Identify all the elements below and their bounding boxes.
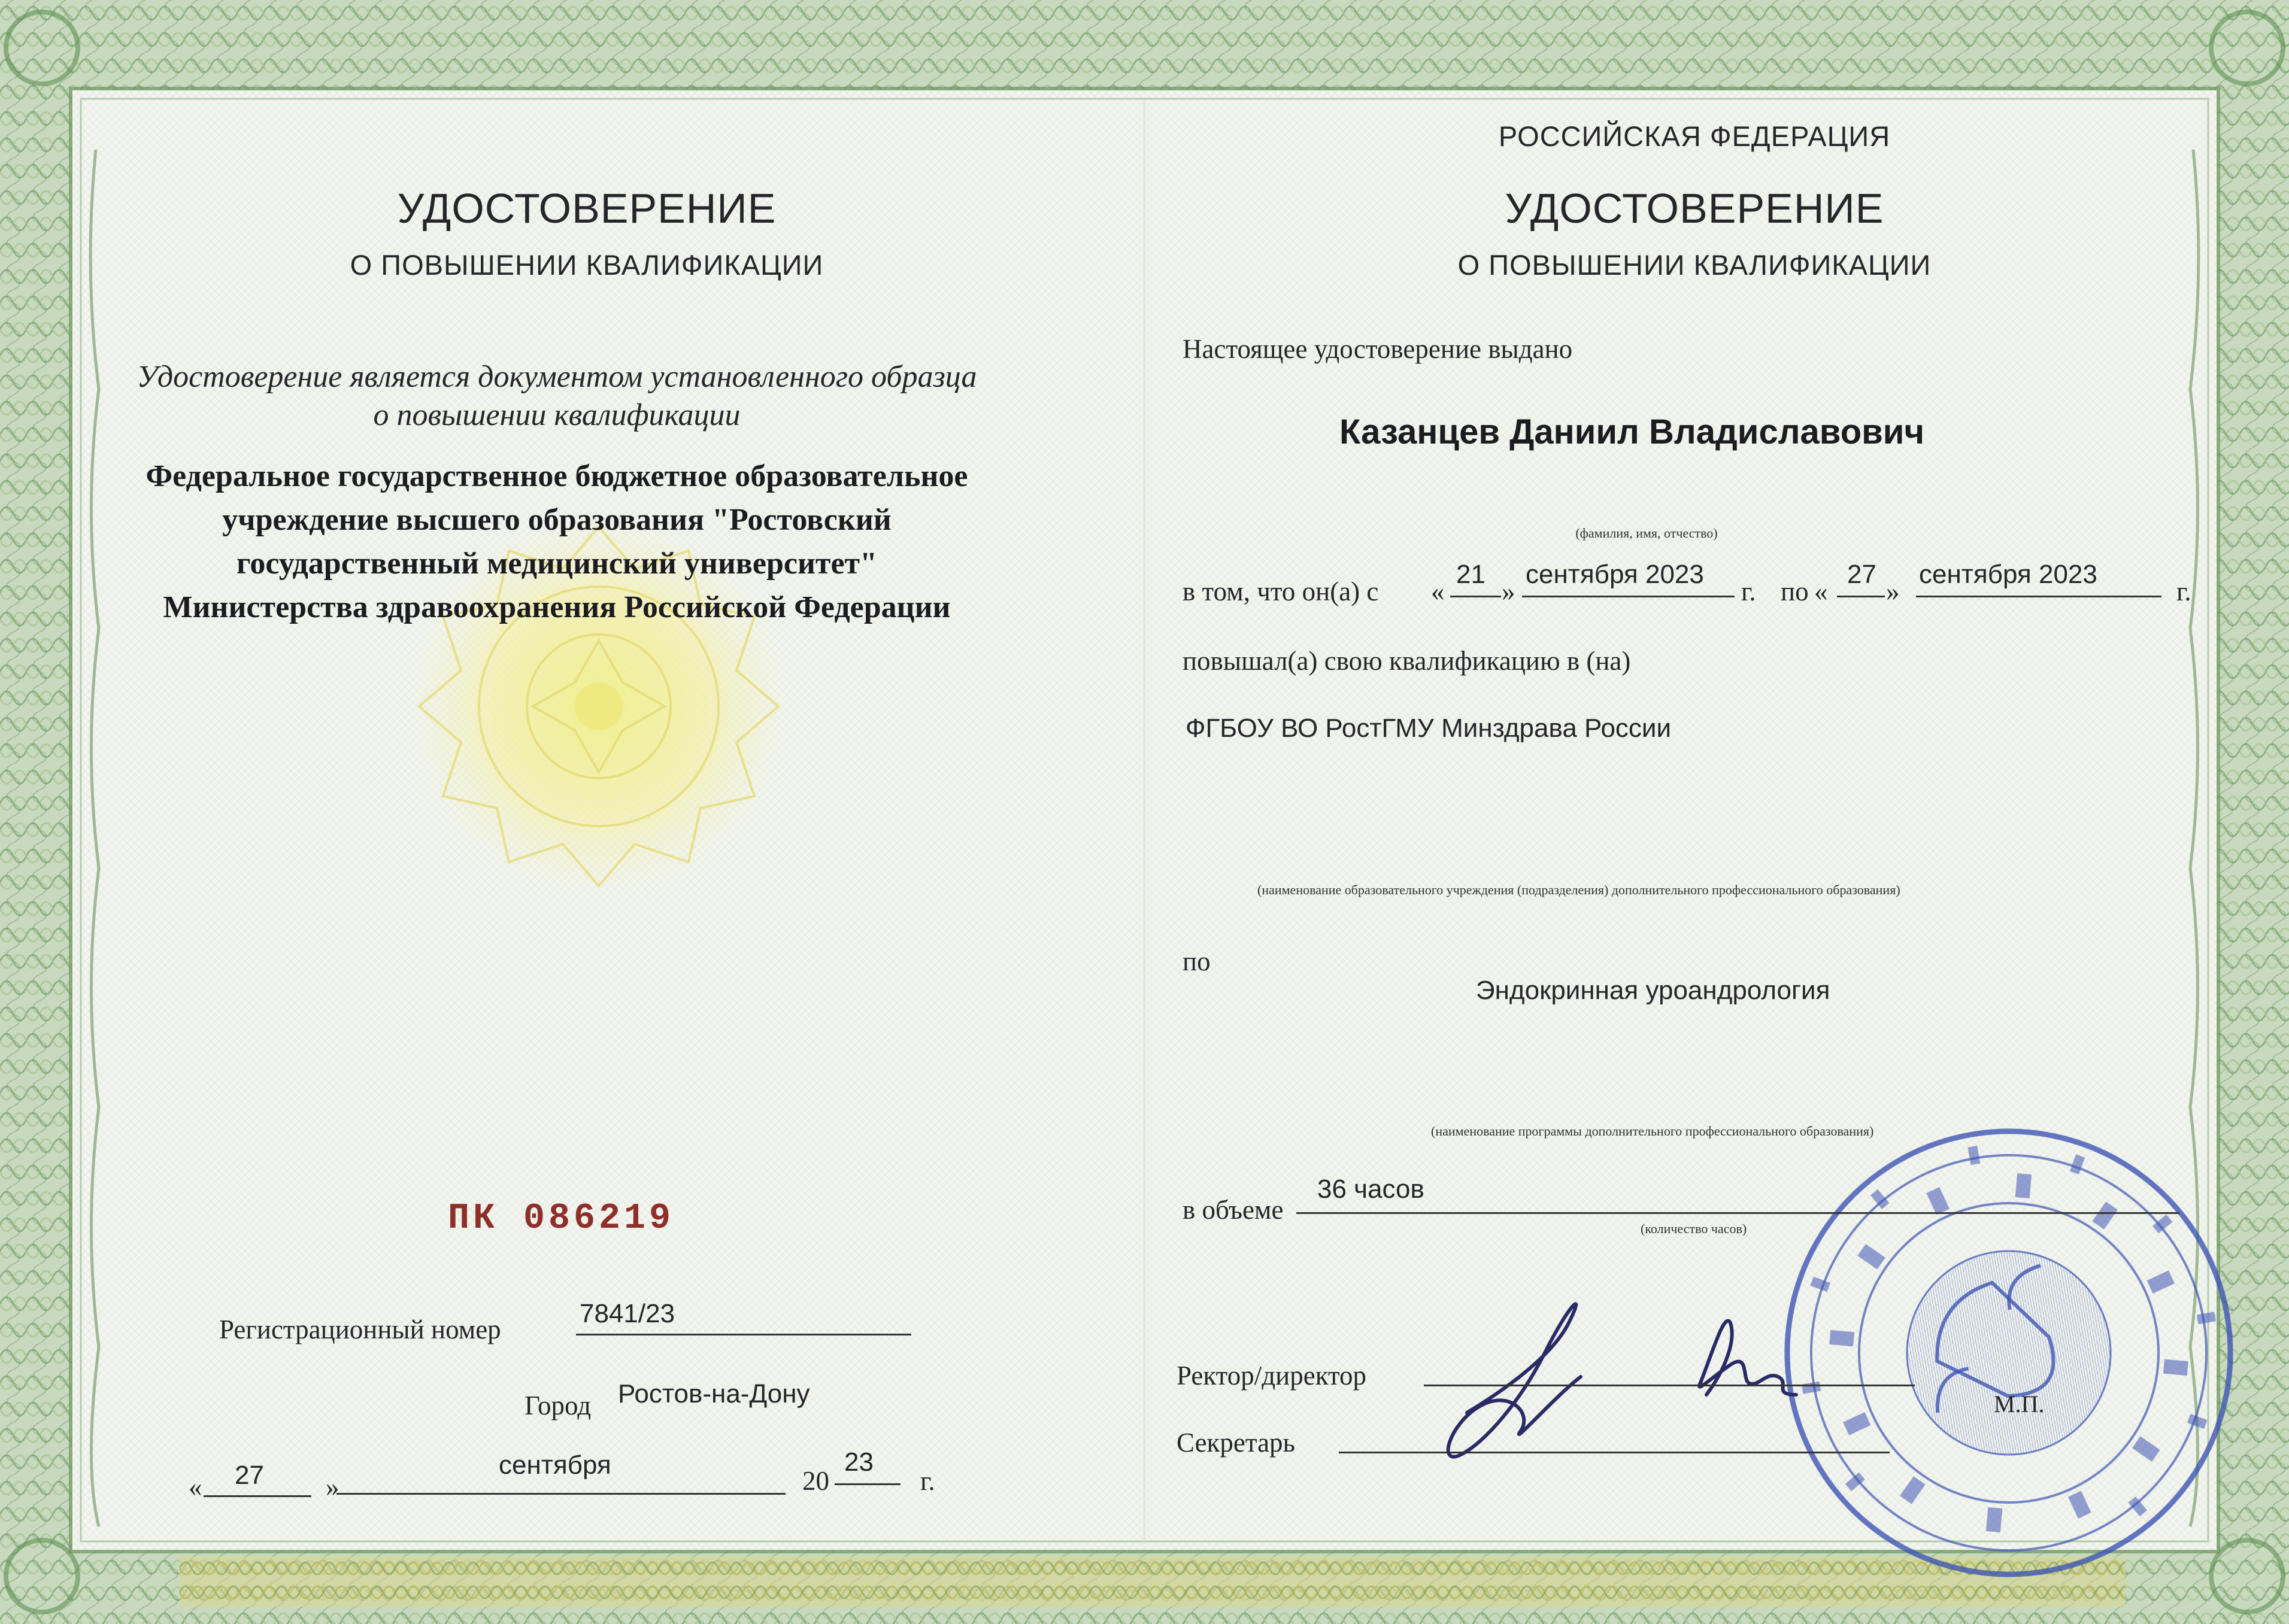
from-month-year-line (1522, 596, 1735, 597)
city: Ростов-на-Дону (618, 1379, 810, 1409)
secretary-line (1339, 1452, 1890, 1453)
left-note-line1: Удостоверение является документом установленного образца (137, 360, 977, 394)
qualified-text: повышал(а) свою квалификацию в (на) (1183, 646, 1631, 676)
from-year-mark: г. (1741, 576, 1756, 606)
volume-caption: (количество часов) (1641, 1221, 1747, 1236)
date-year-suffix: 23 (844, 1447, 874, 1477)
city-label: Город (525, 1391, 592, 1420)
to-word: по (1781, 576, 1809, 606)
to-month-year-line (1916, 596, 2161, 597)
from-day-line (1450, 596, 1501, 597)
reg-number-line (576, 1334, 911, 1335)
date-year-mark: г. (920, 1466, 935, 1496)
country: РОССИЙСКАЯ ФЕДЕРАЦИЯ (1498, 120, 1891, 152)
issued-to-label: Настоящее удостоверение выдано (1183, 334, 1573, 364)
from-month-year: сентября 2023 (1526, 560, 1704, 589)
date-month-line (336, 1493, 786, 1495)
period-prefix: в том, что он(а) с (1183, 576, 1379, 606)
volume-label: в объеме (1183, 1195, 1284, 1225)
to-quote-close: » (1886, 576, 1900, 606)
org-line-4: Министерства здравоохранения Российской Федерации (163, 590, 951, 624)
name-caption: (фамилия, имя, отчество) (1575, 526, 1718, 541)
from-day: 21 (1456, 560, 1485, 589)
from-quote-open: « (1431, 576, 1445, 606)
seal-mark: М.П. (1994, 1391, 2045, 1417)
to-month-year: сентября 2023 (1919, 560, 2097, 589)
reg-number-label: Регистрационный номер (219, 1315, 501, 1344)
to-quote-open: « (1814, 576, 1828, 606)
to-year-mark: г. (2176, 576, 2191, 606)
volume-line (1296, 1212, 2179, 1214)
right-subtitle: О ПОВЫШЕНИИ КВАЛИФИКАЦИИ (1457, 249, 1932, 281)
from-quote-close: » (1502, 576, 1515, 606)
org-line-1: Федеральное государственное бюджетное образовательное (145, 459, 968, 493)
serial-number: ПК 086219 (448, 1198, 675, 1239)
date-quote-open: « (189, 1472, 202, 1502)
rector-signature (1448, 1304, 1581, 1456)
institution-caption: (наименование образовательного учреждения (подразделения) дополнительного профессионального образования) (1257, 882, 1900, 897)
rector-label: Ректор/директор (1177, 1361, 1367, 1391)
institution: ФГБОУ ВО РостГМУ Минздрава России (1186, 714, 1672, 743)
program: Эндокринная уроандрология (1476, 976, 1830, 1005)
date-year-line (835, 1483, 901, 1485)
secretary-label: Секретарь (1177, 1428, 1296, 1458)
left-note-line2: о повышении квалификации (373, 398, 741, 432)
secretary-signature (1699, 1321, 1796, 1395)
date-month: сентября (499, 1450, 611, 1480)
volume: 36 часов (1317, 1174, 1424, 1204)
to-day-line (1837, 596, 1885, 597)
right-title: УДОСТОВЕРЕНИЕ (1505, 185, 1884, 232)
reg-number: 7841/23 (580, 1299, 675, 1328)
left-title: УДОСТОВЕРЕНИЕ (397, 185, 777, 232)
date-year-prefix: 20 (802, 1466, 829, 1496)
date-quote-close: » (326, 1472, 339, 1502)
program-caption: (наименование программы дополнительного профессионального образования) (1431, 1124, 1874, 1139)
to-day: 27 (1847, 560, 1876, 589)
org-line-2: учреждение высшего образования "Ростовский (222, 503, 892, 537)
program-prefix: по (1183, 946, 1211, 976)
rector-line (1424, 1385, 1915, 1386)
date-day: 27 (235, 1461, 264, 1490)
org-line-3: государственный медицинский университет" (237, 547, 877, 581)
recipient-name: Казанцев Даниил Владиславович (1339, 412, 1925, 451)
date-day-line (204, 1495, 311, 1497)
left-subtitle: О ПОВЫШЕНИИ КВАЛИФИКАЦИИ (350, 249, 824, 281)
